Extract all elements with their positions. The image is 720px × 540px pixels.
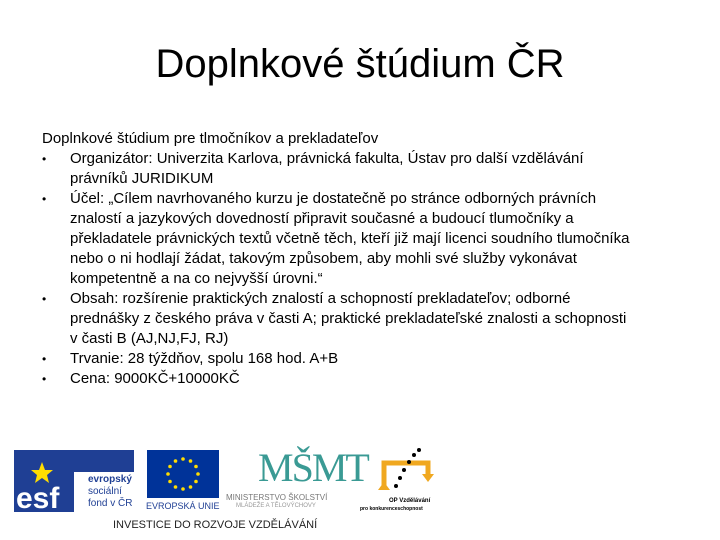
bullet-item xyxy=(42,349,682,369)
esf-text-2: sociální xyxy=(88,486,122,497)
esf-text-1: evropský xyxy=(88,474,132,485)
op-logo-icon xyxy=(376,448,438,498)
star-icon xyxy=(194,465,198,469)
intro-text: Doplnkové štúdium pre tlmočníkov a prekladateľov xyxy=(42,130,379,147)
star-icon xyxy=(196,472,200,476)
star-icon xyxy=(194,480,198,484)
star-icon xyxy=(166,472,170,476)
msmt-line2: MLÁDEŽE A TĚLOVÝCHOVY xyxy=(236,503,316,509)
tagline: INVESTICE DO ROZVOJE VZDĚLÁVÁNÍ xyxy=(113,519,318,531)
bullet-text-line: Obsah: rozšírenie praktických znalostí a schopností prekladateľov; odborné xyxy=(70,290,571,307)
svg-text:esf: esf xyxy=(16,482,60,512)
star-icon xyxy=(168,480,172,484)
bullet-text-line: v časti B (AJ,NJ,FJ, RJ) xyxy=(70,330,229,347)
star-icon xyxy=(189,485,193,489)
bullet-icon: • xyxy=(42,152,47,166)
op-line2: pro konkurenceschopnost xyxy=(360,506,423,512)
star-icon xyxy=(181,457,185,461)
eu-flag-icon xyxy=(147,450,219,498)
slide-body xyxy=(42,129,682,389)
star-icon xyxy=(168,465,172,469)
bullet-text-line: kompetentně a na co nejvyšší úrovni.“ xyxy=(70,270,323,287)
bullet-text-line: překladatele právnických textů včetně těch, kteří již mají licenci soudního tlumočníka xyxy=(70,230,630,247)
star-icon xyxy=(174,485,178,489)
bullet-text-line: nebo o ni hodlají žádat, takovým způsobem, aby mohli své služby vykonávat xyxy=(70,250,577,267)
slide-title: Doplnkové štúdium ČR xyxy=(155,42,565,86)
bullet-text-line: znalostí a jazykových dovedností připravit současné a budoucí tlumočníky a xyxy=(70,210,574,227)
bullet-icon: • xyxy=(42,292,47,306)
bullet-icon: • xyxy=(42,192,47,206)
bullet-text-line: Cena: 9000KČ+10000KČ xyxy=(70,370,240,387)
bullet-text-line: prednášky z českého práva v časti A; praktické prekladateľské znalosti a schopnosti xyxy=(70,310,627,327)
eu-label: EVROPSKÁ UNIE xyxy=(146,501,220,511)
star-icon xyxy=(189,459,193,463)
msmt-line1: MINISTERSTVO ŠKOLSTVÍ xyxy=(226,493,328,502)
star-icon xyxy=(174,459,178,463)
bullet-icon: • xyxy=(42,372,47,386)
op-line1: OP Vzdělávání xyxy=(389,498,431,504)
bullet-item xyxy=(42,149,682,189)
bullet-item xyxy=(42,189,682,289)
bullet-item xyxy=(42,369,682,389)
star-icon xyxy=(181,487,185,491)
bullet-text-line: Organizátor: Univerzita Karlova, právnická fakulta, Ústav pro další vzdělávání xyxy=(70,150,584,167)
msmt-mark: MŠMT xyxy=(258,445,368,490)
bullet-text-line: Účel: „Cílem navrhovaného kurzu je dostatečně po stránce odborných právních xyxy=(70,190,597,207)
bullet-item xyxy=(42,289,682,349)
bullet-icon: • xyxy=(42,352,47,366)
esf-text-3: fond v ČR xyxy=(88,498,133,509)
bullet-text-line: Trvanie: 28 týždňov, spolu 168 hod. A+B xyxy=(70,350,339,367)
bullet-text-line: právníků JURIDIKUM xyxy=(70,170,214,187)
bullet-list xyxy=(42,149,682,389)
